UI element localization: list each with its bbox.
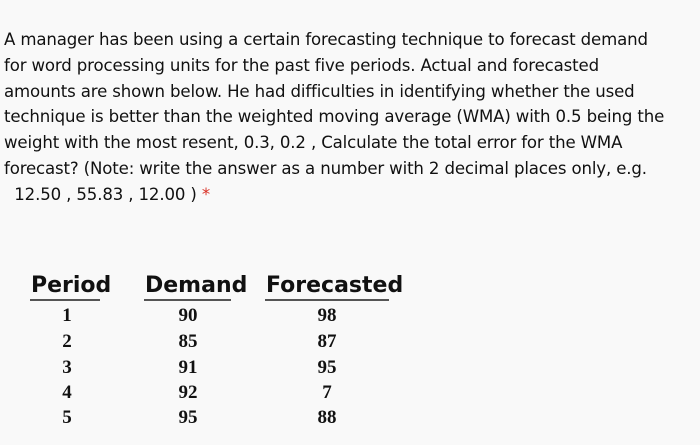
question-line: for word processing units for the past five periods. Actual and forecasted — [4, 55, 599, 75]
required-asterisk: * — [201, 184, 210, 204]
question-line: amounts are shown below. He had difficulties in identifying whether the used — [4, 81, 635, 101]
column-header-period: Period — [31, 273, 112, 298]
demand-cell: 92 — [178, 382, 198, 403]
period-cell: 4 — [62, 382, 72, 403]
forecasted-cell: 95 — [317, 357, 337, 378]
forecasted-cell: 87 — [317, 331, 337, 352]
question-text — [4, 27, 694, 208]
question-line-last — [4, 182, 694, 208]
demand-cell: 90 — [178, 305, 198, 326]
period-cell: 3 — [62, 357, 72, 378]
header-underline — [265, 299, 389, 301]
question-line: weight with the most resent, 0.3, 0.2 , Calculate the total error for the WMA — [4, 133, 623, 153]
column-header-demand: Demand — [145, 273, 248, 298]
forecasted-cell: 98 — [317, 305, 337, 326]
demand-cell: 91 — [178, 357, 198, 378]
data-table — [0, 272, 700, 442]
column-header-forecasted: Forecasted — [266, 273, 404, 298]
demand-cell: 85 — [178, 331, 198, 352]
header-underline — [30, 299, 100, 301]
forecasted-cell: 7 — [322, 382, 332, 403]
period-cell: 1 — [62, 305, 72, 326]
question-line: technique is better than the weighted moving average (WMA) with 0.5 being the — [4, 107, 665, 127]
period-cell: 5 — [62, 407, 72, 428]
forecasted-cell: 88 — [317, 407, 337, 428]
period-cell: 2 — [62, 331, 72, 352]
header-underline — [144, 299, 231, 301]
question-line: A manager has been using a certain forecasting technique to forecast demand — [4, 30, 648, 49]
question-line-text: 12.50 , 55.83 , 12.00 ) — [14, 184, 197, 204]
question-line: forecast? (Note: write the answer as a number with 2 decimal places only, e.g. — [4, 158, 647, 178]
demand-cell: 95 — [178, 407, 198, 428]
